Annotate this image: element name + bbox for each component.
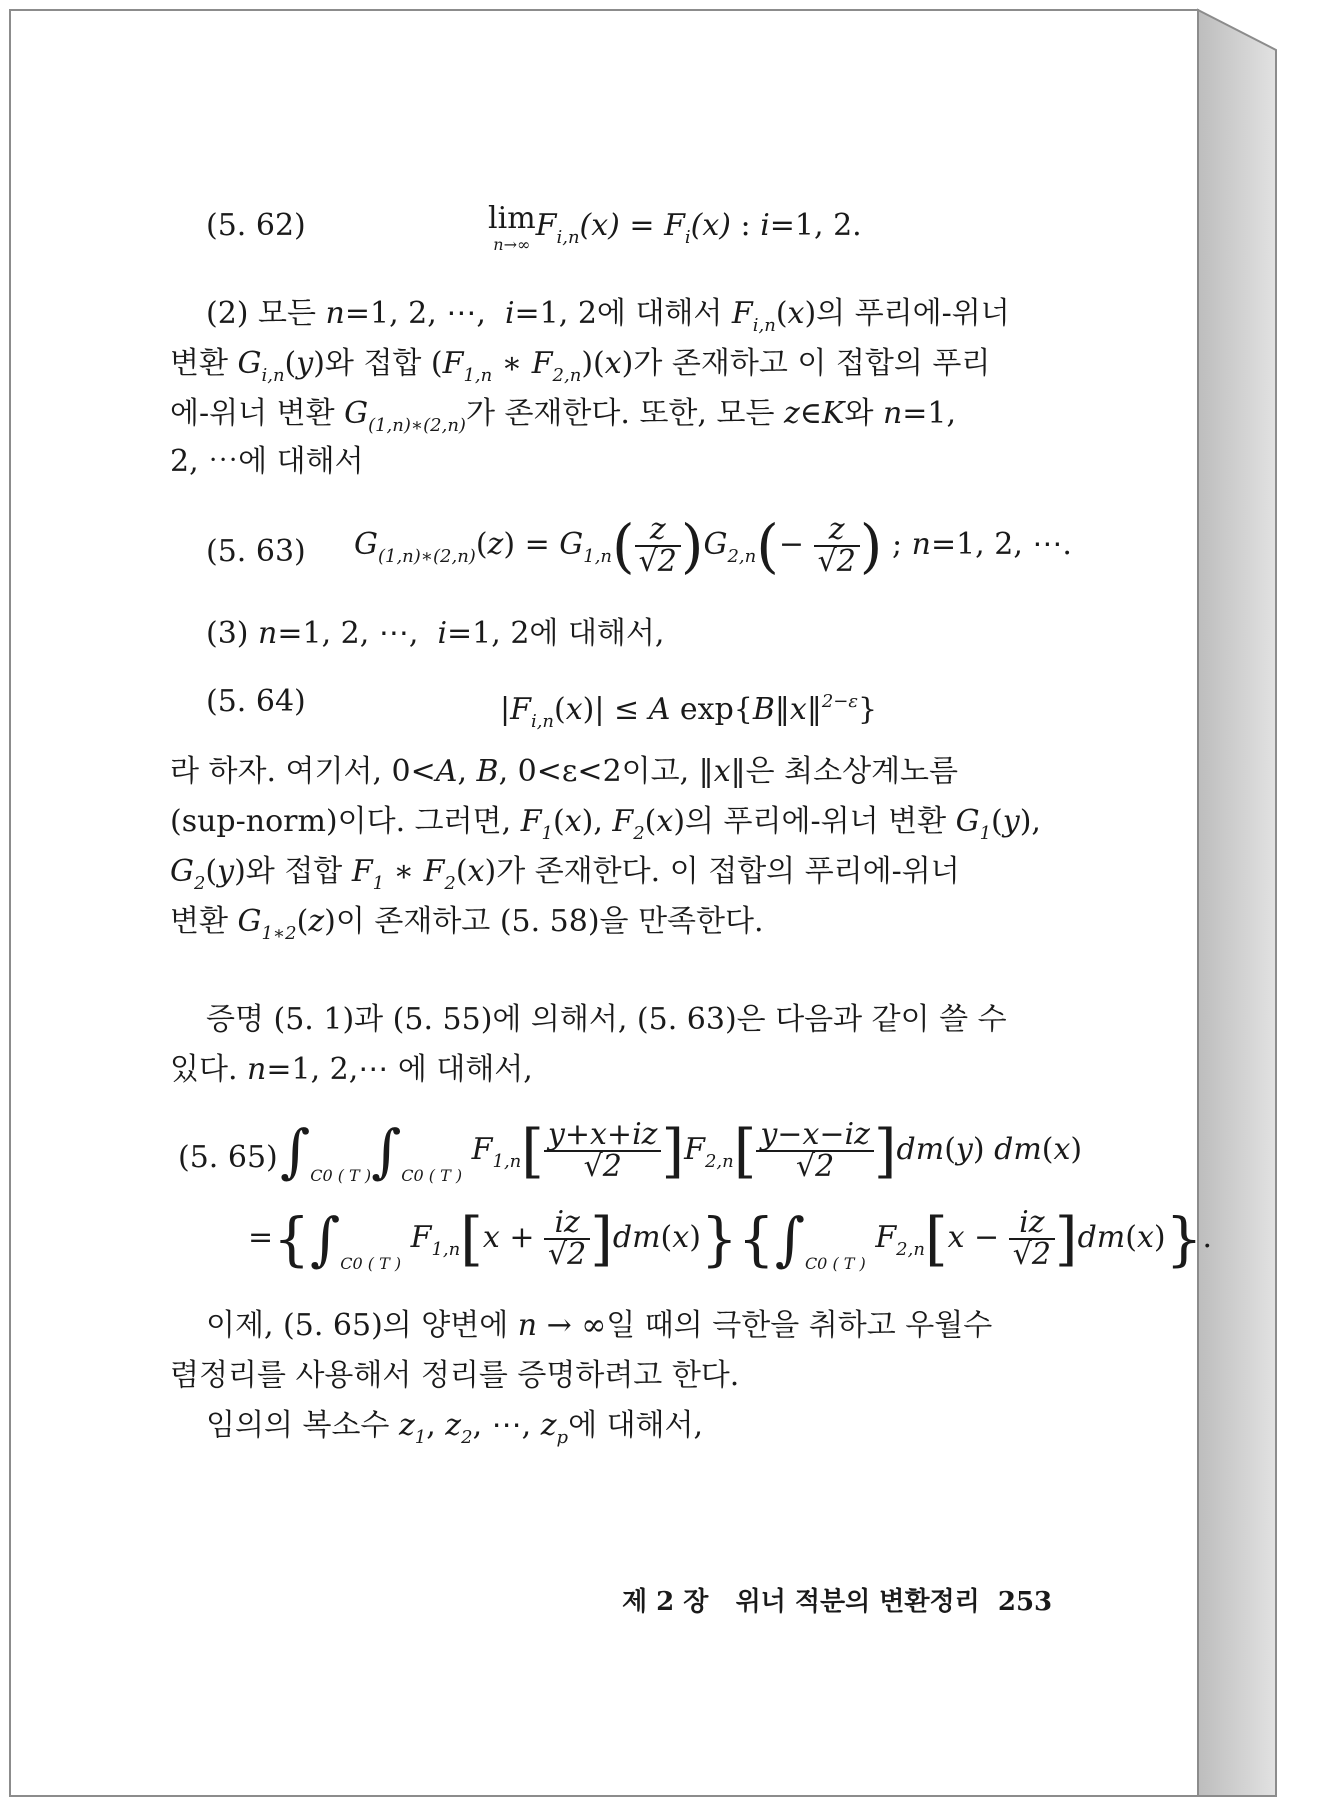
- equation-5-64: $|F_{i,n}(x)| \le A$ exp{B‖x‖$^{2-\varepsilon}$}: [500, 691, 878, 732]
- paragraph-4-line-1: 라 하자. 여기서, 0<A, B, 0<ε<2이고, ‖x‖은 최소상계노름: [170, 754, 959, 789]
- paragraph-2-line-3: 에-위너 변환 $G_{(1,n)∗(2,n)}$가 존재한다. 또한, 모든 z∈K와 n=1,: [170, 396, 957, 436]
- book-spine: [1198, 10, 1276, 1796]
- equation-5-63: $G_{(1,n)∗(2,n)}(z) = G_{1,n}$( $\frac{z}{√2}$ )$G_{2,n}(-$ $\frac{z}{√2}$ ) ; n=1, 2, ⋯.: [354, 512, 1072, 580]
- paragraph-2-line-4: 2, ⋯에 대해서: [170, 444, 364, 479]
- paragraph-5-line-3: 임의의 복소수 $z_1$, $z_2$, ⋯, $z_p$에 대해서,: [206, 1408, 704, 1448]
- proof-line-2: 있다. n=1, 2,⋯ 에 대해서,: [170, 1052, 533, 1087]
- proof-line-1: 증명 (5. 1)과 (5. 55)에 의해서, (5. 63)은 다음과 같이 쓸 수: [206, 1002, 1007, 1037]
- equation-5-65-line-1: $\int_{C0 ( T )}\int_{C0 ( T )}$ $F_{1,n}$[ $\frac{y+x+iz}{√2}$ ]$F_{2,n}$[ $\frac{y-x-iz}{√2}$ ]dm(y) dm(x): [280, 1117, 1083, 1185]
- paragraph-4-line-3: $G_2(y)$와 접합 $F_1$ ∗ $F_2(x)$가 존재한다. 이 접합의 푸리에-위너: [170, 854, 960, 894]
- equation-5-65-line-2: $=\{\int_{C0 ( T )}$ $F_{1,n}[x$ + $\frac{iz}{√2}$ ]$dm(x)\}\{\int_{C0 ( T )}$ $F_{2,n}[x$ − $\frac{iz}{√2}$ ]dm(x)}.: [248, 1205, 1213, 1273]
- paragraph-2-line-2: 변환 $G_{i,n}(y)$와 접합 ($F_{1,n}$ ∗ $F_{2,n})(x)$가 존재하고 이 접합의 푸리: [170, 346, 991, 386]
- page-content: [10, 10, 1213, 1796]
- running-footer: [622, 1582, 1052, 1622]
- paragraph-5-line-1: 이제, (5. 65)의 양변에 n → ∞일 때의 극한을 취하고 우월수: [206, 1308, 993, 1343]
- page-number: 253: [997, 1587, 1053, 1617]
- footer-title: 위너 적분의 변환정리: [735, 1587, 980, 1617]
- footer-chapter: 제 2 장: [622, 1587, 709, 1617]
- equation-label-5-62: (5. 62): [206, 208, 306, 243]
- paragraph-4-line-2: (sup-norm)이다. 그러면, $F_1(x)$, $F_2(x)$의 푸리에-위너 변환 $G_1(y)$,: [170, 804, 1041, 844]
- equation-label-5-64: (5. 64): [206, 684, 306, 719]
- paragraph-4-line-4: 변환 $G_{1∗2}(z)$이 존재하고 (5. 58)을 만족한다.: [170, 904, 764, 944]
- equation-5-62: lim n→∞ $F_{i,n}(x) = F_i(x)$ : i=1, 2.: [488, 201, 862, 254]
- equation-label-5-65: (5. 65): [178, 1140, 278, 1175]
- paragraph-3-line-1: (3) n=1, 2, ⋯, i=1, 2에 대해서,: [206, 616, 665, 651]
- paragraph-2-line-1: (2) 모든 n=1, 2, ⋯, i=1, 2에 대해서 $F_{i,n}(x)$의 푸리에-위너: [206, 296, 1010, 336]
- equation-label-5-63: (5. 63): [206, 534, 306, 569]
- paragraph-5-line-2: 렴정리를 사용해서 정리를 증명하려고 한다.: [170, 1358, 740, 1393]
